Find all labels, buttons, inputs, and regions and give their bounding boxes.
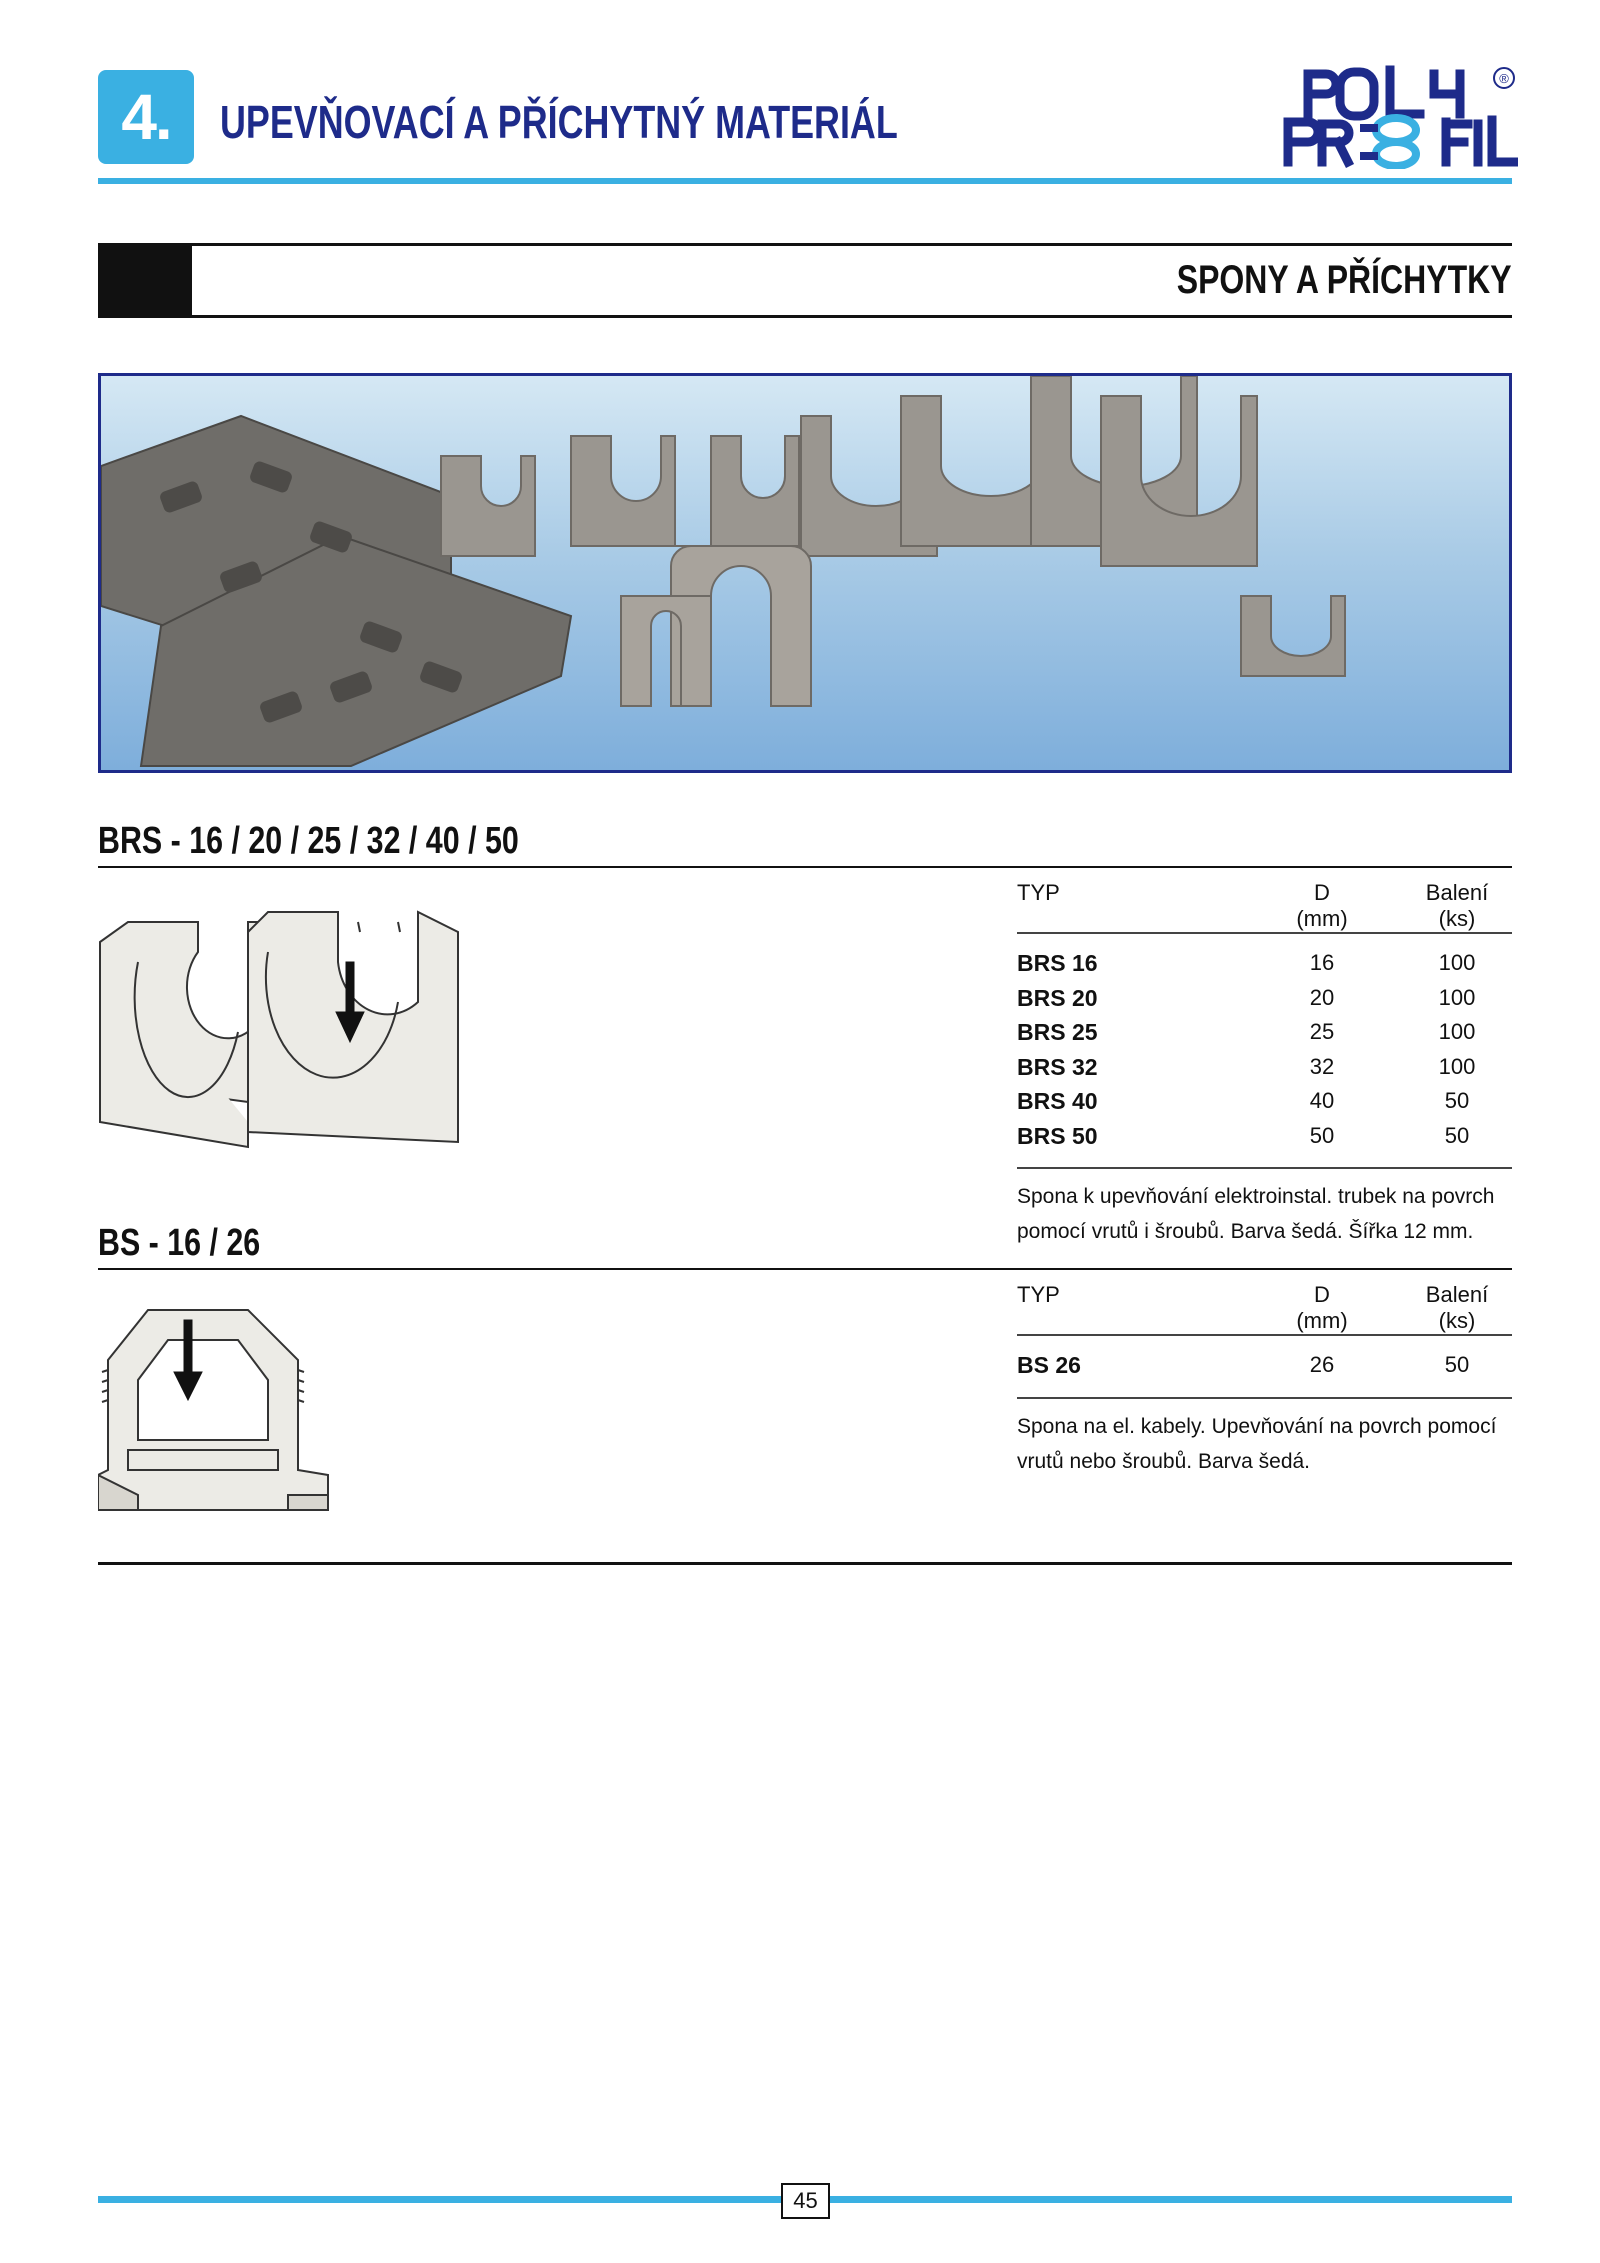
table-row: BRS 20 20 100 bbox=[1017, 984, 1476, 1011]
table-row: BS 26 26 50 bbox=[1017, 1352, 1470, 1378]
brs-table bbox=[1017, 880, 1512, 1249]
polyprofil-logo bbox=[1278, 64, 1518, 169]
brs-clip-drawing-icon bbox=[98, 892, 468, 1182]
table-row: BRS 50 50 50 bbox=[1017, 1122, 1470, 1149]
bs-table bbox=[1017, 1282, 1512, 1479]
bs-description: Spona na el. kabely. Upevňování na povrch pomocí vrutů nebo šroubů. Barva šedá. bbox=[1017, 1414, 1497, 1473]
header-divider bbox=[98, 178, 1512, 184]
bs-heading-rule bbox=[98, 1268, 1512, 1270]
col-typ: TYP bbox=[1017, 880, 1060, 905]
section-title: SPONY A PŘÍCHYTKY bbox=[1177, 258, 1512, 302]
table-row: BRS 25 25 100 bbox=[1017, 1019, 1476, 1045]
bs-table-header bbox=[1017, 1282, 1512, 1334]
brs-description: Spona k upevňování elektroinstal. trubek na povrch pomocí vrutů i šroubů. Barva šedá. Šířka 12 mm. bbox=[1017, 1185, 1495, 1243]
table-row: BRS 40 40 50 bbox=[1017, 1088, 1470, 1114]
section-top-rule bbox=[98, 243, 1512, 246]
col-typ: TYP bbox=[1017, 1282, 1060, 1307]
col-diameter: D (mm) bbox=[1296, 1282, 1348, 1333]
brs-table-header bbox=[1017, 880, 1512, 932]
content-end-rule bbox=[98, 1562, 1512, 1565]
page-number: 45 bbox=[781, 2183, 830, 2219]
bs-clip-drawing-icon bbox=[98, 1300, 338, 1520]
table-row: BRS 16 16 100 bbox=[1017, 950, 1476, 976]
bs-heading: BS - 16 / 26 bbox=[98, 1222, 261, 1264]
brs-heading-rule bbox=[98, 866, 1512, 868]
chapter-title: UPEVŇOVACÍ A PŘÍCHYTNÝ MATERIÁL bbox=[220, 96, 898, 148]
product-photo-clips-icon bbox=[101, 376, 1509, 770]
col-packing: Balení (ks) bbox=[1425, 880, 1489, 931]
registered-mark: ® bbox=[1499, 71, 1509, 86]
chapter-number-badge: 4. bbox=[98, 70, 194, 164]
product-photo bbox=[98, 373, 1512, 773]
section-black-block bbox=[98, 246, 192, 315]
table-row: BRS 32 32 100 bbox=[1017, 1053, 1476, 1080]
brs-heading: BRS - 16 / 20 / 25 / 32 / 40 / 50 bbox=[98, 820, 519, 862]
section-bottom-rule bbox=[98, 315, 1512, 318]
col-diameter: D (mm) bbox=[1296, 880, 1348, 931]
col-packing: Balení (ks) bbox=[1425, 1282, 1489, 1333]
